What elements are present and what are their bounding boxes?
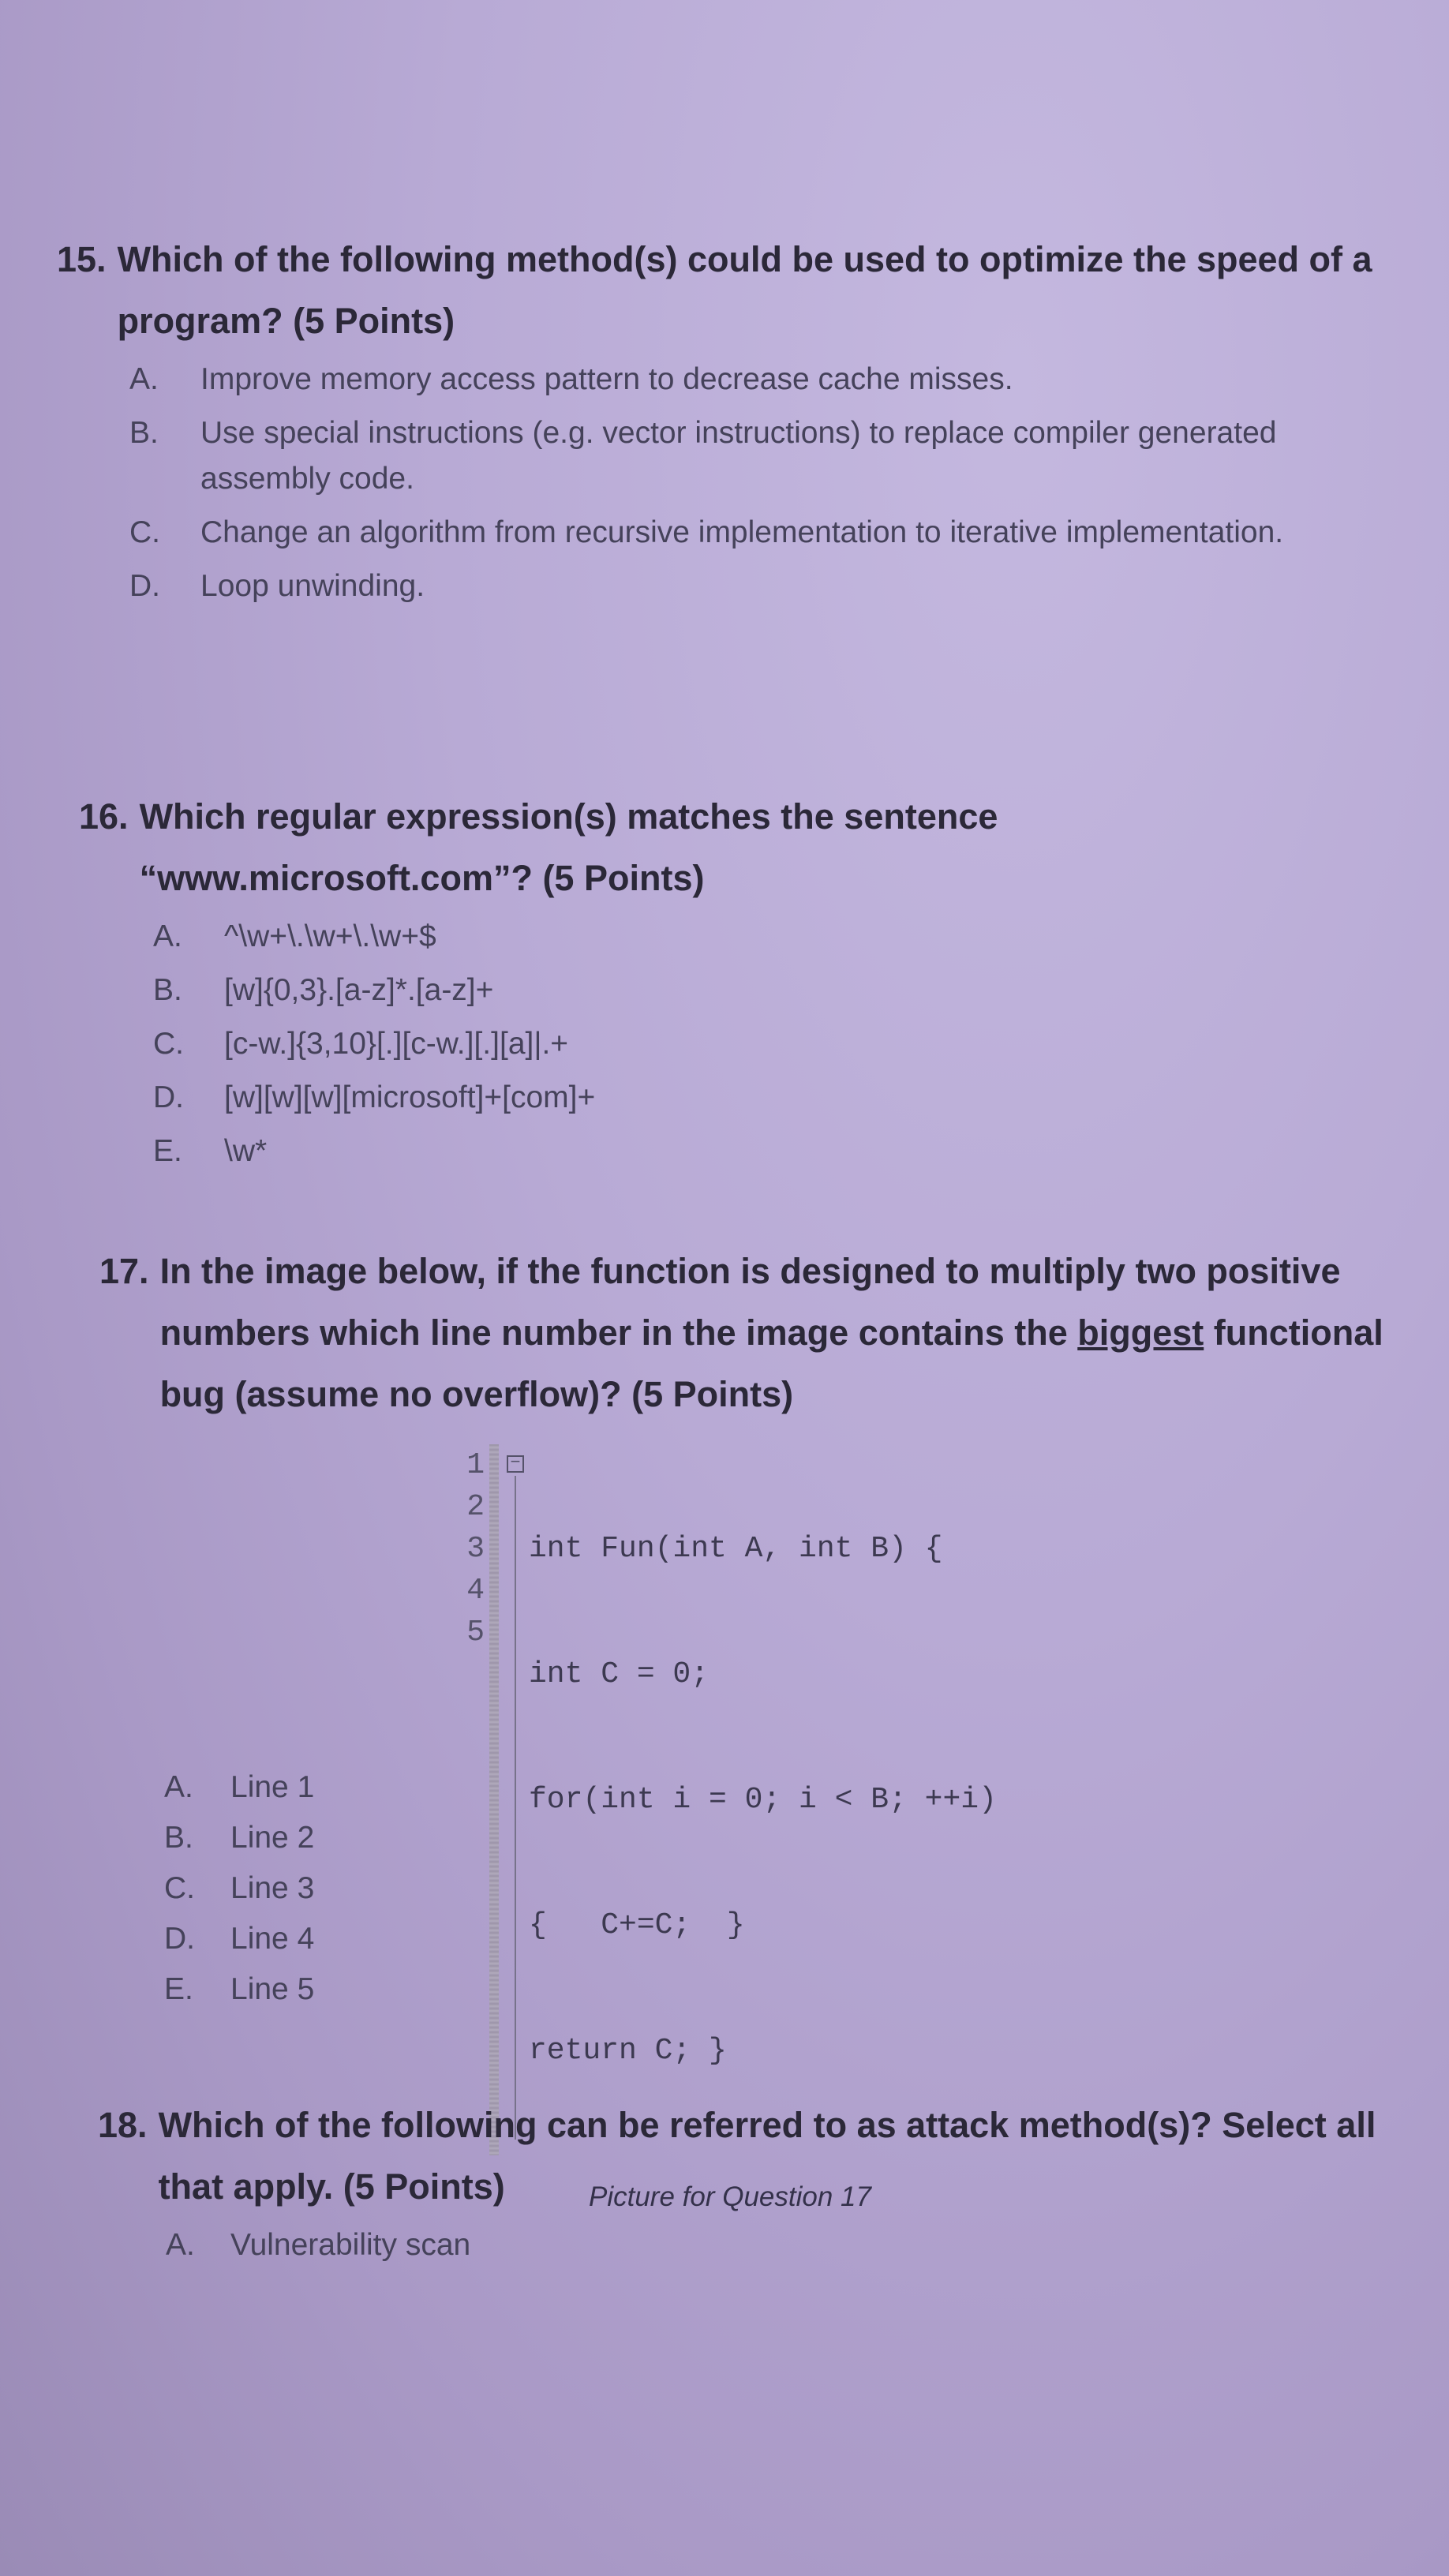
option-text: [w]{0,3}.[a-z]*.[a-z]+	[224, 973, 494, 1007]
option-list	[164, 1765, 796, 2012]
option-letter: A.	[164, 1770, 193, 1804]
question-number: 16.	[79, 796, 129, 837]
question-text: Which of the following can be referred to as attack method(s)? Select all that apply. (5 Points)	[158, 2105, 1376, 2207]
emphasis-word: biggest	[1077, 1312, 1204, 1353]
option-list	[129, 357, 1398, 609]
option-a[interactable]	[164, 1765, 796, 1810]
option-letter: B.	[129, 416, 159, 450]
option-letter: A.	[129, 362, 159, 396]
question-18	[98, 2095, 1408, 2276]
question-17-options	[164, 1765, 796, 2017]
question-number: 17.	[99, 1251, 149, 1291]
question-text: Which regular expression(s) matches the sentence “www.microsoft.com”? (5 Points)	[139, 796, 998, 898]
option-text: Loop unwinding.	[200, 569, 425, 603]
option-b[interactable]	[129, 410, 1398, 502]
question-15	[57, 229, 1398, 617]
question-16-header	[79, 786, 1105, 909]
option-d[interactable]	[153, 1075, 1105, 1121]
option-b[interactable]	[164, 1815, 796, 1861]
option-d[interactable]	[129, 564, 1398, 609]
line-number: 3	[466, 1532, 485, 1566]
option-text: Change an algorithm from recursive implementation to iterative implementation.	[200, 515, 1284, 549]
code-line: { C+=C; }	[529, 1908, 745, 1942]
line-number: 2	[466, 1490, 485, 1524]
code-line: int Fun(int A, int B) {	[529, 1532, 943, 1566]
question-number: 18.	[98, 2105, 148, 2145]
option-c[interactable]	[164, 1866, 796, 1911]
option-b[interactable]	[153, 968, 1105, 1013]
option-text: Line 1	[230, 1770, 315, 1804]
option-a[interactable]	[129, 357, 1398, 402]
option-text: Line 3	[230, 1871, 315, 1905]
option-a[interactable]	[153, 914, 1105, 960]
option-letter: C.	[129, 515, 160, 549]
option-text: ^\w+\.\w+\.\w+$	[224, 919, 436, 953]
option-c[interactable]	[153, 1021, 1105, 1067]
option-letter: E.	[153, 1134, 182, 1168]
figure-caption: Picture for Question 17	[589, 2181, 871, 2212]
question-15-header	[57, 229, 1398, 352]
option-letter: C.	[153, 1027, 184, 1061]
option-text: \w*	[224, 1134, 268, 1168]
option-letter: B.	[153, 973, 182, 1007]
option-text: Line 5	[230, 1972, 315, 2006]
option-e[interactable]	[164, 1967, 796, 2012]
option-text: [w][w][w][microsoft]+[com]+	[224, 1080, 596, 1114]
code-line: return C; }	[529, 2034, 727, 2068]
question-text: Which of the following method(s) could be used to optimize the speed of a program? (5 Points)	[117, 239, 1372, 341]
option-text: Line 4	[230, 1922, 315, 1956]
option-e[interactable]	[153, 1129, 1105, 1174]
option-letter: D.	[153, 1080, 184, 1114]
question-16	[79, 786, 1105, 1182]
option-a[interactable]	[166, 2222, 1408, 2268]
question-17-header	[99, 1241, 1394, 1425]
option-text: Use special instructions (e.g. vector instructions) to replace compiler generated assembly code.	[200, 416, 1277, 496]
option-letter: B.	[164, 1821, 193, 1855]
code-line: int C = 0;	[529, 1657, 710, 1691]
option-d[interactable]	[164, 1916, 796, 1962]
collapse-icon: −	[507, 1455, 524, 1473]
option-text: Vulnerability scan	[230, 2228, 471, 2262]
option-letter: D.	[164, 1922, 195, 1956]
question-text-part: In the image below, if the function is designed to multiply two positive numbers which line number in the image contains the	[159, 1251, 1341, 1353]
option-text: Line 2	[230, 1821, 315, 1855]
question-number: 15.	[57, 239, 107, 279]
line-number: 1	[466, 1448, 485, 1482]
question-text	[160, 1241, 1394, 1425]
question-18-header	[98, 2095, 1408, 2218]
option-letter: C.	[164, 1871, 195, 1905]
question-17	[99, 1241, 1394, 1425]
option-list	[166, 2222, 1408, 2268]
option-letter: D.	[129, 569, 160, 603]
question-text-part: functional bug (assume no overflow)? (5 Points)	[159, 1312, 1383, 1414]
option-text: [c-w.]{3,10}[.][c-w.][.][a]|.+	[224, 1027, 569, 1061]
line-number: 4	[466, 1574, 485, 1608]
option-text: Improve memory access pattern to decrease cache misses.	[200, 362, 1013, 396]
line-number: 5	[466, 1616, 485, 1649]
option-letter: E.	[164, 1972, 193, 2006]
option-c[interactable]	[129, 510, 1398, 556]
code-line: for(int i = 0; i < B; ++i)	[529, 1783, 997, 1817]
option-letter: A.	[153, 919, 182, 953]
option-list	[153, 914, 1105, 1174]
option-letter: A.	[166, 2228, 195, 2262]
